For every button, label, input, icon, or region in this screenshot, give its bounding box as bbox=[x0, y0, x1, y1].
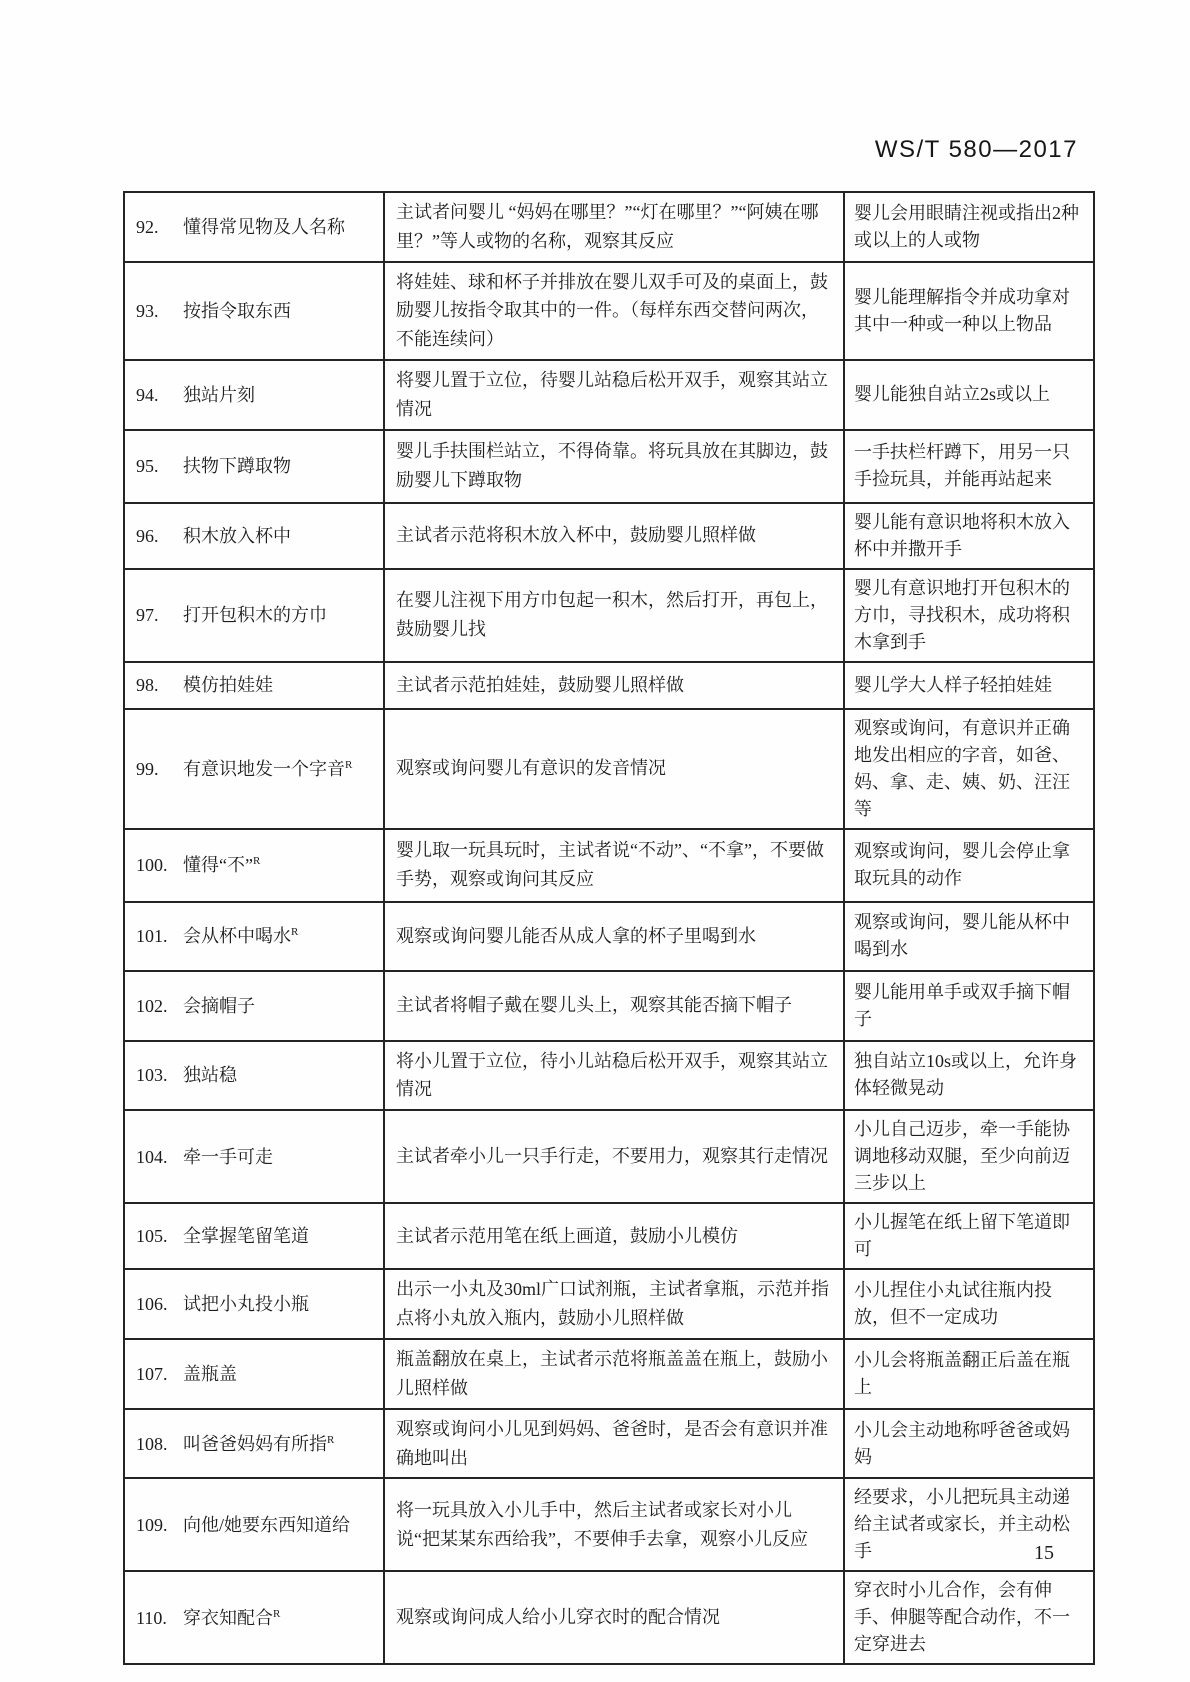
test-method-cell: 在婴儿注视下用方巾包起一积木，然后打开，再包上，鼓励婴儿找 bbox=[384, 569, 844, 662]
item-name-cell bbox=[124, 360, 384, 430]
pass-criteria-cell: 经要求，小儿把玩具主动递给主试者或家长，并主动松手 bbox=[844, 1478, 1094, 1571]
test-method-cell: 婴儿手扶围栏站立，不得倚靠。将玩具放在其脚边，鼓励婴儿下蹲取物 bbox=[384, 430, 844, 503]
item-name-cell bbox=[124, 262, 384, 360]
item-name-cell bbox=[124, 1041, 384, 1111]
table-row bbox=[124, 1203, 1094, 1269]
pass-criteria-cell: 小儿自己迈步，牵一手能协调地移动双腿，至少向前迈三步以上 bbox=[844, 1110, 1094, 1203]
table-row bbox=[124, 662, 1094, 709]
item-name-cell bbox=[124, 503, 384, 569]
table-row bbox=[124, 1571, 1094, 1664]
item-name-cell bbox=[124, 1409, 384, 1479]
item-title: 独站稳 bbox=[183, 1065, 237, 1086]
item-number: 96. bbox=[136, 525, 159, 546]
item-title: 穿衣知配合 bbox=[183, 1607, 273, 1628]
item-title: 向他/她要东西知道给 bbox=[183, 1514, 351, 1535]
table-row bbox=[124, 1409, 1094, 1479]
test-method-cell: 观察或询问婴儿能否从成人拿的杯子里喝到水 bbox=[384, 902, 844, 971]
table-row bbox=[124, 503, 1094, 569]
item-name-cell bbox=[124, 430, 384, 503]
item-title: 有意识地发一个字音 bbox=[183, 758, 345, 779]
test-method-cell: 观察或询问婴儿有意识的发音情况 bbox=[384, 709, 844, 829]
pass-criteria-cell: 小儿捏住小丸试往瓶内投放，但不一定成功 bbox=[844, 1269, 1094, 1339]
item-number: 108. bbox=[136, 1433, 168, 1454]
page-number: 15 bbox=[1034, 1542, 1054, 1564]
item-title: 懂得常见物及人名称 bbox=[183, 216, 345, 237]
item-name-cell bbox=[124, 1339, 384, 1409]
table-row bbox=[124, 1041, 1094, 1111]
table-row bbox=[124, 192, 1094, 262]
item-title: 全掌握笔留笔道 bbox=[183, 1226, 309, 1247]
table-row bbox=[124, 1478, 1094, 1571]
item-title: 独站片刻 bbox=[183, 384, 255, 405]
pass-criteria-cell: 婴儿会用眼睛注视或指出2种或以上的人或物 bbox=[844, 192, 1094, 262]
test-method-cell: 瓶盖翻放在桌上，主试者示范将瓶盖盖在瓶上，鼓励小儿照样做 bbox=[384, 1339, 844, 1409]
test-method-cell: 主试者示范将积木放入杯中，鼓励婴儿照样做 bbox=[384, 503, 844, 569]
item-number: 92. bbox=[136, 216, 159, 237]
assessment-table bbox=[123, 191, 1095, 1665]
item-name-cell bbox=[124, 1203, 384, 1269]
item-name-cell bbox=[124, 1110, 384, 1203]
table-row bbox=[124, 902, 1094, 971]
item-number: 104. bbox=[136, 1146, 168, 1167]
pass-criteria-cell: 婴儿能有意识地将积木放入杯中并撒开手 bbox=[844, 503, 1094, 569]
pass-criteria-cell: 观察或询问，婴儿会停止拿取玩具的动作 bbox=[844, 829, 1094, 902]
item-name-cell bbox=[124, 709, 384, 829]
item-superscript: R bbox=[291, 926, 299, 939]
item-superscript: R bbox=[345, 758, 353, 771]
item-number: 95. bbox=[136, 456, 159, 477]
item-title: 打开包积木的方巾 bbox=[183, 605, 327, 626]
item-title: 盖瓶盖 bbox=[183, 1363, 237, 1384]
table-row bbox=[124, 430, 1094, 503]
item-name-cell bbox=[124, 569, 384, 662]
table-row bbox=[124, 829, 1094, 902]
test-method-cell: 将小儿置于立位，待小儿站稳后松开双手，观察其站立情况 bbox=[384, 1041, 844, 1111]
test-method-cell: 主试者牵小儿一只手行走，不要用力，观察其行走情况 bbox=[384, 1110, 844, 1203]
item-title: 试把小丸投小瓶 bbox=[183, 1293, 309, 1314]
item-title: 懂得“不” bbox=[183, 855, 253, 876]
item-title: 模仿拍娃娃 bbox=[183, 675, 273, 696]
item-number: 98. bbox=[136, 675, 159, 696]
pass-criteria-cell: 观察或询问，有意识并正确地发出相应的字音，如爸、妈、拿、走、姨、奶、汪汪等 bbox=[844, 709, 1094, 829]
item-number: 102. bbox=[136, 995, 168, 1016]
item-name-cell bbox=[124, 1571, 384, 1664]
table-row bbox=[124, 569, 1094, 662]
item-number: 107. bbox=[136, 1363, 168, 1384]
pass-criteria-cell: 婴儿能用单手或双手摘下帽子 bbox=[844, 971, 1094, 1041]
pass-criteria-cell: 婴儿学大人样子轻拍娃娃 bbox=[844, 662, 1094, 709]
item-title: 会摘帽子 bbox=[183, 995, 255, 1016]
table-row bbox=[124, 360, 1094, 430]
pass-criteria-cell: 穿衣时小儿合作，会有伸手、伸腿等配合动作，不一定穿进去 bbox=[844, 1571, 1094, 1664]
test-method-cell: 出示一小丸及30ml广口试剂瓶，主试者拿瓶，示范并指点将小丸放入瓶内，鼓励小儿照样做 bbox=[384, 1269, 844, 1339]
item-number: 94. bbox=[136, 384, 159, 405]
table-row bbox=[124, 1339, 1094, 1409]
item-number: 97. bbox=[136, 605, 159, 626]
item-name-cell bbox=[124, 662, 384, 709]
assessment-table-body bbox=[124, 192, 1094, 1664]
item-number: 109. bbox=[136, 1514, 168, 1535]
table-row bbox=[124, 1110, 1094, 1203]
pass-criteria-cell: 小儿握笔在纸上留下笔道即可 bbox=[844, 1203, 1094, 1269]
pass-criteria-cell: 观察或询问，婴儿能从杯中喝到水 bbox=[844, 902, 1094, 971]
item-title: 扶物下蹲取物 bbox=[183, 456, 291, 477]
item-number: 93. bbox=[136, 300, 159, 321]
test-method-cell: 主试者示范用笔在纸上画道，鼓励小儿模仿 bbox=[384, 1203, 844, 1269]
test-method-cell: 观察或询问成人给小儿穿衣时的配合情况 bbox=[384, 1571, 844, 1664]
item-name-cell bbox=[124, 1269, 384, 1339]
item-number: 101. bbox=[136, 926, 168, 947]
item-title: 按指令取东西 bbox=[183, 300, 291, 321]
pass-criteria-cell: 小儿会主动地称呼爸爸或妈妈 bbox=[844, 1409, 1094, 1479]
item-title: 积木放入杯中 bbox=[183, 525, 291, 546]
pass-criteria-cell: 婴儿能理解指令并成功拿对其中一种或一种以上物品 bbox=[844, 262, 1094, 360]
item-name-cell bbox=[124, 1478, 384, 1571]
item-name-cell bbox=[124, 192, 384, 262]
test-method-cell: 主试者问婴儿 “妈妈在哪里？”“灯在哪里？”“阿姨在哪里？”等人或物的名称，观察其反应 bbox=[384, 192, 844, 262]
pass-criteria-cell: 婴儿有意识地打开包积木的方巾，寻找积木，成功将积木拿到手 bbox=[844, 569, 1094, 662]
test-method-cell: 将一玩具放入小儿手中，然后主试者或家长对小儿说“把某某东西给我”，不要伸手去拿，观察小儿反应 bbox=[384, 1478, 844, 1571]
item-superscript: R bbox=[273, 1607, 281, 1620]
item-number: 103. bbox=[136, 1065, 168, 1086]
test-method-cell: 将娃娃、球和杯子并排放在婴儿双手可及的桌面上，鼓励婴儿按指令取其中的一件。（每样东西交替问两次，不能连续问） bbox=[384, 262, 844, 360]
item-number: 110. bbox=[136, 1607, 167, 1628]
pass-criteria-cell: 小儿会将瓶盖翻正后盖在瓶上 bbox=[844, 1339, 1094, 1409]
item-superscript: R bbox=[252, 855, 261, 868]
table-row bbox=[124, 1269, 1094, 1339]
item-name-cell bbox=[124, 971, 384, 1041]
table-row bbox=[124, 971, 1094, 1041]
test-method-cell: 将婴儿置于立位，待婴儿站稳后松开双手，观察其站立情况 bbox=[384, 360, 844, 430]
item-title: 会从杯中喝水 bbox=[183, 926, 291, 947]
pass-criteria-cell: 婴儿能独自站立2s或以上 bbox=[844, 360, 1094, 430]
item-superscript: R bbox=[327, 1433, 335, 1446]
item-name-cell bbox=[124, 829, 384, 902]
test-method-cell: 主试者示范拍娃娃，鼓励婴儿照样做 bbox=[384, 662, 844, 709]
table-row bbox=[124, 262, 1094, 360]
test-method-cell: 观察或询问小儿见到妈妈、爸爸时，是否会有意识并准确地叫出 bbox=[384, 1409, 844, 1479]
table-row bbox=[124, 709, 1094, 829]
item-number: 106. bbox=[136, 1293, 168, 1314]
test-method-cell: 主试者将帽子戴在婴儿头上，观察其能否摘下帽子 bbox=[384, 971, 844, 1041]
pass-criteria-cell: 一手扶栏杆蹲下，用另一只手捡玩具，并能再站起来 bbox=[844, 430, 1094, 503]
item-number: 99. bbox=[136, 758, 159, 779]
test-method-cell: 婴儿取一玩具玩时，主试者说“不动”、“不拿”，不要做手势，观察或询问其反应 bbox=[384, 829, 844, 902]
item-title: 叫爸爸妈妈有所指 bbox=[183, 1433, 327, 1454]
item-title: 牵一手可走 bbox=[183, 1146, 273, 1167]
item-number: 105. bbox=[136, 1226, 168, 1247]
standard-number: WS/T 580—2017 bbox=[874, 136, 1078, 163]
pass-criteria-cell: 独自站立10s或以上，允许身体轻微晃动 bbox=[844, 1041, 1094, 1111]
item-name-cell bbox=[124, 902, 384, 971]
item-number: 100. bbox=[136, 855, 168, 876]
